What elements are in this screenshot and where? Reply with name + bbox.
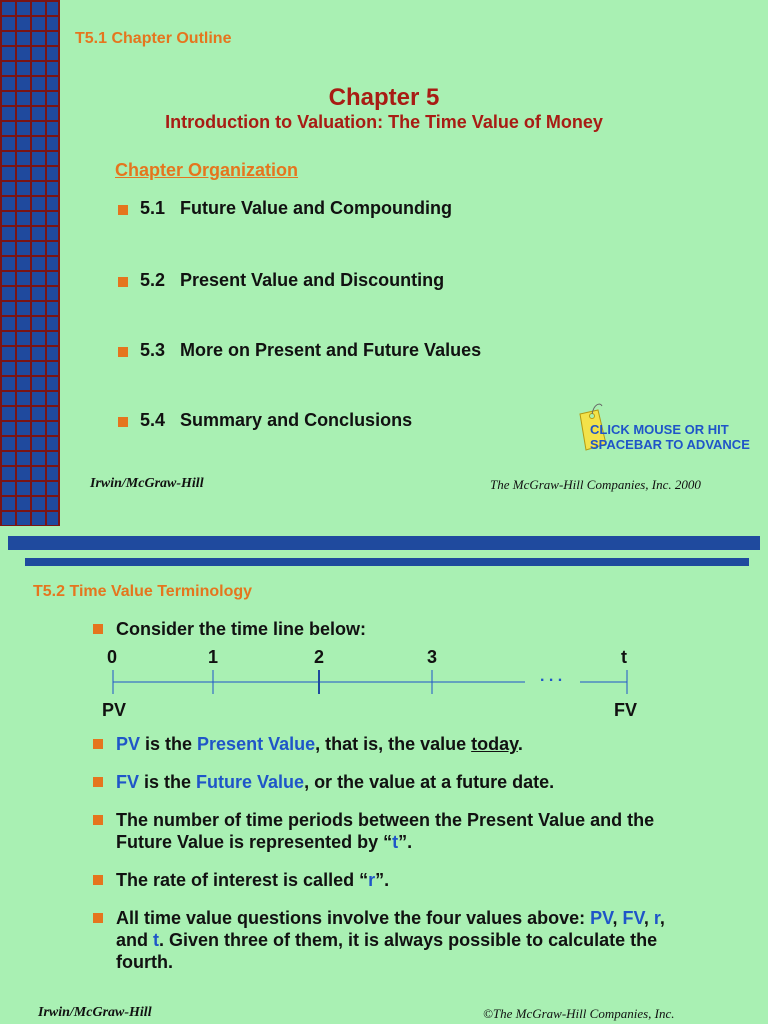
bullet-icon — [118, 205, 128, 215]
outline-item-label: 5.1 Future Value and Compounding — [140, 198, 453, 218]
tick-label-3: 3 — [427, 647, 438, 667]
chapter-title: Chapter 5 — [328, 84, 440, 111]
fv-definition-text — [116, 771, 716, 793]
footer-publisher-2: Irwin/McGraw-Hill — [38, 1005, 152, 1020]
interest-rate-text — [116, 869, 716, 891]
term-future-value: Future Value — [196, 772, 305, 792]
tick-label-2: 2 — [314, 647, 325, 667]
text-span: , that is, the value — [315, 734, 472, 754]
timeline-ellipsis: . . . — [540, 668, 563, 685]
term-t: t — [153, 930, 160, 950]
text-span: . — [517, 734, 523, 754]
term-fv: FV — [116, 772, 140, 792]
time-periods-text — [116, 809, 696, 853]
timeline-start-label: PV — [102, 700, 127, 720]
footer-copyright-2: ©The McGraw-Hill Companies, Inc. — [483, 1006, 675, 1021]
bullet-icon — [93, 815, 103, 825]
term-t: t — [392, 832, 399, 852]
bullet-icon — [93, 913, 103, 923]
text-span: All time value questions involve the four values above: — [116, 908, 591, 928]
text-span: is the — [140, 734, 198, 754]
footer-copyright: The McGraw-Hill Companies, Inc. 2000 — [490, 477, 701, 492]
text-span: The rate of interest is called “ — [116, 870, 369, 890]
term-r: r — [653, 908, 660, 928]
timeline-end-label: FV — [614, 700, 638, 720]
term-pv: PV — [590, 908, 613, 928]
slide-divider-bottom — [25, 558, 749, 566]
bullet-icon — [118, 277, 128, 287]
decorative-grid-strip — [0, 0, 60, 526]
chapter-subtitle: Introduction to Valuation: The Time Value of Money — [165, 112, 603, 132]
four-values-text — [116, 907, 676, 973]
chapter-organization-heading: Chapter Organization — [115, 160, 299, 180]
slide-divider-top — [8, 536, 760, 550]
bullet-icon — [93, 739, 103, 749]
bullet-icon — [93, 875, 103, 885]
text-span: The number of time periods between the Present Value and the Future Value is represented by “ — [116, 810, 655, 852]
outline-item-label: 5.3 More on Present and Future Values — [140, 340, 482, 360]
tick-label-0: 0 — [107, 647, 118, 667]
advance-line-1: CLICK MOUSE OR HIT — [590, 422, 729, 437]
term-present-value: Present Value — [197, 734, 316, 754]
bullet-icon — [118, 417, 128, 427]
footer-publisher: Irwin/McGraw-Hill — [90, 476, 204, 491]
intro-text: Consider the time line below: — [116, 619, 367, 639]
slide-id-t5-1: T5.1 Chapter Outline — [75, 30, 232, 47]
outline-item-label: 5.4 Summary and Conclusions — [140, 410, 413, 430]
term-today: today — [471, 734, 518, 754]
term-fv: FV — [622, 908, 644, 928]
advance-hint[interactable] — [572, 400, 762, 456]
pv-definition-text — [116, 733, 716, 755]
text-span: ”. — [375, 870, 390, 890]
text-span: ”. — [398, 832, 413, 852]
text-span: , — [612, 908, 623, 928]
tick-label-1: 1 — [208, 647, 219, 667]
outline-item-label: 5.2 Present Value and Discounting — [140, 270, 445, 290]
slide-id-t5-2: T5.2 Time Value Terminology — [33, 583, 253, 600]
text-span: , — [643, 908, 654, 928]
text-span: is the — [139, 772, 197, 792]
term-pv: PV — [116, 734, 141, 754]
bullet-icon — [118, 347, 128, 357]
term-r: r — [368, 870, 376, 890]
text-span: , and — [116, 908, 665, 950]
bullet-icon — [93, 624, 103, 634]
bullet-icon — [93, 777, 103, 787]
text-span: , or the value at a future date. — [304, 772, 555, 792]
tick-label-t: t — [621, 647, 627, 667]
text-span: . Given three of them, it is always possible to calculate the fourth. — [116, 930, 658, 972]
advance-line-2: SPACEBAR TO ADVANCE — [590, 437, 750, 452]
